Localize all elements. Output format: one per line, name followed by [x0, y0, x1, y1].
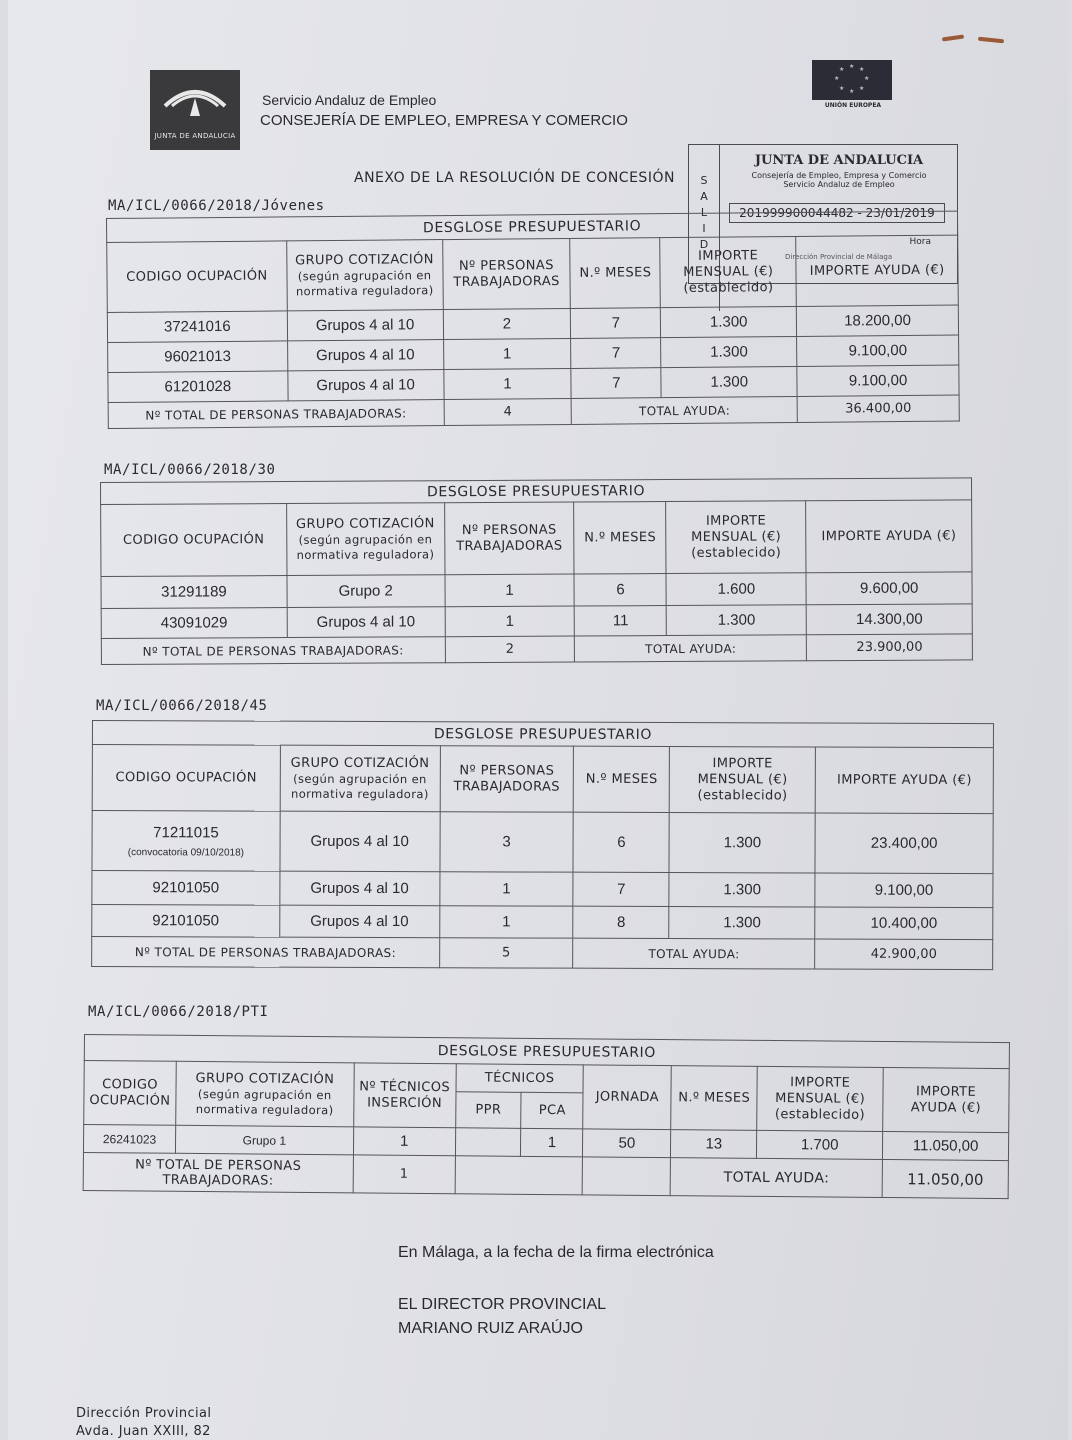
col-header-mensual-3: (establecido)	[683, 279, 774, 296]
cell-mensual: 1.300	[667, 605, 807, 636]
empty-cell	[455, 1156, 583, 1195]
cell-ayuda: 11.050,00	[883, 1131, 1009, 1160]
cell-ayuda: 9.600,00	[806, 572, 972, 605]
col-header-pca: PCA	[521, 1092, 583, 1129]
col-header-mensual-1: IMPORTE	[705, 513, 767, 529]
col-header-mensual	[660, 236, 796, 307]
cell-meses: 6	[573, 812, 669, 872]
stamp-side-letter: L	[700, 206, 708, 219]
col-header-personas	[444, 502, 574, 575]
col-header-personas	[442, 238, 571, 309]
cell-mensual: 1.300	[669, 813, 815, 874]
totals-row	[101, 634, 972, 665]
cell-mensual: 1.300	[669, 907, 815, 940]
col-header-personas-2: TRABAJADORAS	[456, 538, 563, 554]
table-title: DESGLOSE PRESUPUESTARIO	[107, 211, 958, 242]
col-header-grupo-sub: normativa reguladora)	[291, 786, 429, 801]
total-ayuda-value: 23.900,00	[807, 634, 973, 661]
col-header-tecnicos: TÉCNICOS	[456, 1064, 584, 1093]
logo-text: JUNTA DE ANDALUCIA	[154, 132, 236, 140]
cell-meses: 7	[571, 338, 661, 369]
col-header-codigo: CODIGO OCUPACIÓN	[92, 745, 280, 812]
cell-mensual: 1.300	[661, 366, 797, 397]
cell-personas: 1	[445, 574, 575, 607]
cell-meses: 7	[571, 368, 661, 399]
col-header-personas-1: Nº PERSONAS	[461, 522, 557, 538]
cell-ayuda: 9.100,00	[815, 873, 993, 908]
cell-grupo: Grupo 1	[175, 1125, 353, 1155]
table-row	[101, 572, 972, 609]
totals-row	[92, 937, 993, 970]
col-header-tecnicos-2: INSERCIÓN	[367, 1094, 443, 1111]
cell-ayuda: 14.300,00	[806, 604, 972, 635]
org-name-consejeria: CONSEJERÍA DE EMPLEO, EMPRESA Y COMERCIO	[260, 112, 628, 129]
cell-grupo: Grupos 4 al 10	[280, 871, 440, 906]
cell-ayuda: 10.400,00	[815, 907, 993, 940]
cell-grupo: Grupos 4 al 10	[280, 811, 440, 872]
col-header-grupo-sub: normativa reguladora)	[195, 1101, 334, 1117]
expedient-ref: MA/ICL/0066/2018/30	[104, 462, 276, 478]
budget-table-45	[91, 720, 994, 970]
stamp-side-letter: D	[699, 238, 709, 251]
col-header-personas	[440, 746, 574, 812]
cell-mensual: 1.600	[666, 573, 806, 606]
col-header-mensual	[666, 501, 806, 574]
cell-ayuda: 9.100,00	[797, 365, 959, 396]
col-header-personas-1: Nº PERSONAS	[459, 762, 555, 779]
address-line: Dirección Provincial	[76, 1406, 212, 1421]
cell-grupo: Grupo 2	[287, 575, 445, 608]
totals-row	[83, 1152, 1008, 1198]
cell-mensual: 1.300	[661, 306, 797, 337]
cell-codigo: 92101050	[92, 905, 280, 938]
cell-personas: 1	[443, 368, 571, 399]
total-ayuda-label: TOTAL AYUDA:	[573, 938, 815, 969]
col-header-grupo	[286, 503, 444, 576]
col-header-grupo	[176, 1061, 354, 1127]
table-title: DESGLOSE PRESUPUESTARIO	[84, 1035, 1009, 1069]
col-header-ayuda-2: AYUDA (€)	[910, 1099, 982, 1116]
total-personas-value: 2	[445, 636, 575, 663]
col-header-mensual-1: IMPORTE	[697, 247, 759, 264]
expedient-ref: MA/ICL/0066/2018/Jóvenes	[108, 198, 325, 214]
cell-meses: 7	[573, 872, 669, 906]
budget-table-jovenes	[106, 211, 960, 429]
col-header-mensual-1: IMPORTE	[712, 755, 773, 771]
total-ayuda-label: TOTAL AYUDA:	[572, 396, 798, 424]
col-header-tecnicos-1: Nº TÉCNICOS	[359, 1078, 451, 1095]
col-header-tecnicos-insercion	[353, 1063, 455, 1128]
total-ayuda-value: 36.400,00	[797, 395, 959, 422]
cell-meses: 11	[575, 606, 667, 636]
col-header-ayuda: IMPORTE AYUDA (€)	[796, 235, 958, 306]
col-header-grupo-label: GRUPO COTIZACIÓN	[295, 251, 434, 268]
total-personas-label: Nº TOTAL DE PERSONAS TRABAJADORAS:	[101, 637, 445, 665]
col-header-grupo-sub: (según agrupación en	[298, 531, 433, 547]
table-row	[92, 871, 993, 908]
junta-andalucia-logo	[150, 70, 240, 150]
col-header-meses: N.º MESES	[574, 746, 670, 812]
col-header-ppr: PPR	[455, 1092, 521, 1129]
col-header-mensual-2: MENSUAL (€)	[691, 528, 782, 545]
col-header-mensual	[757, 1066, 883, 1131]
total-personas-value: 5	[439, 938, 573, 968]
budget-table-30	[100, 477, 973, 665]
cell-grupo: Grupos 4 al 10	[288, 370, 444, 401]
col-header-meses: N.º MESES	[570, 238, 660, 309]
table-title: DESGLOSE PRESUPUESTARIO	[92, 721, 993, 748]
col-header-mensual	[670, 747, 816, 814]
col-header-personas-2: TRABAJADORAS	[453, 778, 560, 795]
col-header-codigo-2: OCUPACIÓN	[89, 1092, 171, 1109]
col-header-grupo-label: GRUPO COTIZACIÓN	[290, 755, 430, 771]
col-header-mensual-1: IMPORTE	[790, 1074, 851, 1091]
cell-meses: 13	[671, 1130, 757, 1159]
col-header-codigo-1: CODIGO	[102, 1076, 159, 1093]
col-header-mensual-3: (establecido)	[691, 544, 782, 561]
cell-codigo: 61201028	[108, 371, 288, 403]
col-header-grupo-sub: (según agrupación en	[297, 267, 432, 283]
cell-codigo	[92, 811, 280, 872]
col-header-jornada: JORNADA	[583, 1065, 671, 1130]
total-personas-value: 1	[353, 1155, 455, 1194]
cell-meses: 6	[574, 574, 666, 606]
cell-mensual: 1.300	[669, 873, 815, 908]
annex-title: ANEXO DE LA RESOLUCIÓN DE CONCESIÓN	[354, 170, 675, 186]
cell-meses: 8	[573, 906, 669, 938]
col-header-mensual-2: MENSUAL (€)	[697, 771, 788, 787]
cell-personas: 1	[445, 606, 575, 637]
col-header-grupo-sub: normativa reguladora)	[296, 546, 435, 562]
col-header-ayuda	[883, 1067, 1009, 1132]
cell-personas: 1	[439, 872, 573, 906]
col-header-codigo: CODIGO OCUPACIÓN	[101, 504, 287, 577]
cell-jornada: 50	[583, 1129, 671, 1158]
table-row	[101, 604, 972, 639]
junta-arch-icon	[160, 76, 230, 122]
table-title: DESGLOSE PRESUPUESTARIO	[101, 478, 972, 505]
signature-place-date: En Málaga, a la fecha de la firma electrónica	[398, 1244, 714, 1261]
col-header-meses: N.º MESES	[671, 1066, 757, 1131]
cell-ayuda: 18.200,00	[797, 305, 959, 336]
cell-grupo: Grupos 4 al 10	[287, 607, 445, 638]
cell-grupo: Grupos 4 al 10	[279, 905, 439, 938]
col-header-meses: N.º MESES	[574, 502, 666, 574]
eu-logo	[812, 60, 894, 109]
col-header-grupo-label: GRUPO COTIZACIÓN	[195, 1070, 335, 1087]
cell-ayuda: 9.100,00	[797, 335, 959, 366]
cell-personas: 3	[440, 812, 574, 872]
stamp-registry-number: 201999900044482 - 23/01/2019	[729, 203, 945, 223]
empty-cell	[583, 1157, 671, 1196]
total-ayuda-value: 11.050,00	[882, 1159, 1008, 1198]
cell-mensual: 1.700	[757, 1130, 883, 1159]
cell-codigo: 96021013	[108, 341, 288, 373]
col-header-personas-2: TRABAJADORAS	[453, 273, 560, 290]
col-header-grupo-sub: (según agrupación en	[293, 771, 427, 786]
cell-ayuda: 23.400,00	[815, 813, 993, 874]
stamp-side-letter: S	[700, 174, 708, 187]
total-personas-value: 4	[444, 398, 572, 425]
col-header-grupo-label: GRUPO COTIZACIÓN	[295, 515, 435, 532]
cell-codigo-value: 71211015	[153, 823, 219, 841]
cell-meses: 7	[571, 308, 661, 339]
stamp-subtitle: Servicio Andaluz de Empleo	[783, 180, 895, 189]
cell-grupo: Grupos 4 al 10	[287, 340, 443, 371]
cell-codigo: 26241023	[83, 1125, 175, 1154]
total-ayuda-label: TOTAL AYUDA:	[575, 635, 807, 662]
col-header-grupo	[286, 240, 442, 311]
total-ayuda-value: 42.900,00	[815, 939, 993, 970]
expedient-ref: MA/ICL/0066/2018/PTI	[88, 1004, 269, 1020]
col-header-mensual-2: MENSUAL (€)	[683, 263, 774, 280]
total-personas-label: Nº TOTAL DE PERSONAS TRABAJADORAS:	[108, 400, 444, 429]
stamp-side-letter: A	[700, 190, 708, 203]
col-header-grupo	[280, 745, 440, 812]
col-header-mensual-3: (establecido)	[774, 1106, 866, 1123]
cell-codigo: 43091029	[101, 608, 287, 639]
stamp-side-letter: I	[702, 222, 706, 235]
col-header-codigo: CODIGO OCUPACIÓN	[107, 241, 287, 313]
col-header-mensual-3: (establecido)	[697, 787, 788, 803]
address-line: Avda. Juan XXIII, 82	[76, 1424, 211, 1439]
col-header-ayuda: IMPORTE AYUDA (€)	[806, 500, 972, 573]
col-header-grupo-sub: normativa reguladora)	[295, 282, 434, 298]
org-name-sae: Servicio Andaluz de Empleo	[262, 92, 437, 108]
cell-tecnicos: 1	[353, 1127, 455, 1156]
stamp-subtitle: Consejería de Empleo, Empresa y Comercio	[751, 171, 927, 180]
expedient-ref: MA/ICL/0066/2018/45	[96, 698, 268, 714]
cell-pca: 1	[521, 1128, 583, 1157]
col-header-mensual-2: MENSUAL (€)	[775, 1090, 866, 1107]
total-personas-label: Nº TOTAL DE PERSONAS TRABAJADORAS:	[83, 1152, 353, 1192]
stamp-direccion: Dirección Provincial de Málaga	[785, 253, 893, 261]
budget-table-pti	[83, 1034, 1010, 1199]
col-header-ayuda-1: IMPORTE	[915, 1083, 977, 1100]
total-ayuda-label: TOTAL AYUDA:	[670, 1158, 882, 1198]
cell-codigo: 92101050	[92, 871, 280, 906]
cell-personas: 1	[443, 338, 571, 369]
eu-label: UNIÓN EUROPEA	[824, 102, 882, 109]
cell-personas: 2	[443, 308, 571, 339]
signer-role: EL DIRECTOR PROVINCIAL	[398, 1296, 607, 1313]
table-row	[92, 811, 993, 874]
col-header-codigo	[84, 1061, 177, 1126]
cell-codigo: 31291189	[101, 576, 287, 609]
cell-codigo: 37241016	[107, 311, 287, 343]
cell-grupo: Grupos 4 al 10	[287, 310, 443, 341]
col-header-personas-1: Nº PERSONAS	[458, 257, 554, 274]
cell-ppr	[455, 1128, 521, 1157]
cell-mensual: 1.300	[661, 336, 797, 367]
stamp-title: JUNTA DE ANDALUCIA	[754, 153, 924, 168]
signer-name: MARIANO RUIZ ARAÚJO	[398, 1320, 583, 1337]
col-header-ayuda: IMPORTE AYUDA (€)	[815, 747, 993, 814]
cell-convocatoria-note: (convocatoria 09/10/2018)	[127, 846, 245, 859]
cell-personas: 1	[439, 906, 573, 938]
col-header-grupo-sub: (según agrupación en	[197, 1086, 332, 1102]
table-row	[92, 905, 993, 940]
eu-flag-icon: ★ ★ ★ ★ ★ ★ ★ ★	[812, 60, 892, 100]
total-personas-label: Nº TOTAL DE PERSONAS TRABAJADORAS:	[92, 937, 440, 968]
stamp-hora-label: Hora	[909, 237, 931, 247]
